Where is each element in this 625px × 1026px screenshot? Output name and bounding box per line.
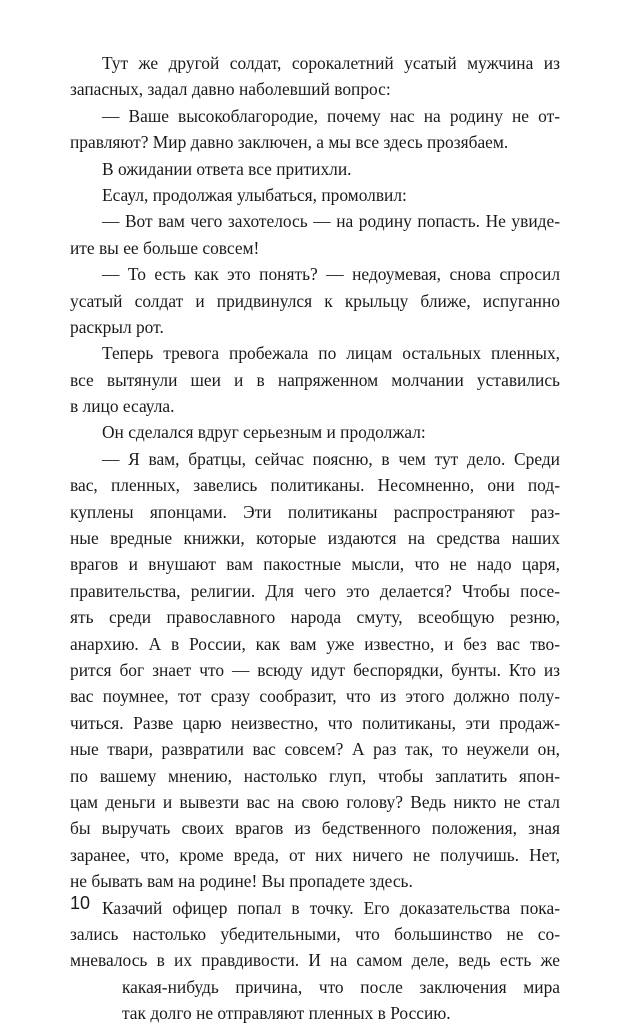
page-number: 10 bbox=[70, 893, 91, 913]
text-line: — Я вам, братцы, сейчас поясню, в чем тут дело. Среди bbox=[102, 448, 560, 469]
text-line: не бывать вам на родине! Вы пропадете здесь. bbox=[70, 871, 413, 892]
text-line: Теперь тревога пробежала по лицам остальных пленных, bbox=[102, 343, 560, 364]
text-line: ные вредные книжки, которые издаются на средства наших bbox=[70, 528, 560, 549]
body-text bbox=[70, 50, 560, 1026]
text-line: ные твари, развратили вас совсем? А раз так, то неужели он, bbox=[70, 739, 560, 760]
text-line: — Вот вам чего захотелось — на родину попасть. Не увиде- bbox=[102, 211, 560, 232]
text-line: все вытянули шеи и в напряженном молчании уставились bbox=[70, 369, 560, 390]
text-line: анархию. А в России, как вам уже известно, и без вас тво- bbox=[70, 633, 560, 654]
text-line: Он сделался вдруг серьезным и продолжал: bbox=[102, 422, 426, 443]
text-line: рится бог знает что — всюду идут беспорядки, бунты. Кто из bbox=[70, 659, 560, 680]
text-line: запасных, задал давно наболевший вопрос: bbox=[70, 79, 391, 100]
text-line: правительства, религии. Для чего это делается? Чтобы посе- bbox=[70, 580, 560, 601]
text-line: — Ваше высокоблагородие, почему нас на родину не от- bbox=[102, 105, 560, 126]
text-line: зались настолько убедительными, что большинство не со- bbox=[70, 923, 560, 944]
text-line: заранее, что, кроме вреда, от них ничего не получишь. Нет, bbox=[70, 844, 560, 865]
text-line: раскрыл рот. bbox=[70, 316, 164, 337]
text-line: усатый солдат и придвинулся к крыльцу ближе, испуганно bbox=[70, 290, 560, 311]
text-line: какая-нибудь причина, что после заключения мира bbox=[122, 976, 560, 997]
text-line: цам деньги и вывезти вас на свою голову? Ведь никто не стал bbox=[70, 791, 560, 812]
text-line: Казачий офицер попал в точку. Его доказательства пока- bbox=[102, 897, 560, 918]
text-line: вас поумнее, тот сразу сообразит, что из этого должно полу- bbox=[70, 686, 560, 707]
text-line: так долго не отправляют пленных в Россию. bbox=[122, 1003, 451, 1024]
text-line: бы выручать своих врагов из бедственного положения, зная bbox=[70, 818, 560, 839]
text-line: по вашему мнению, настолько глуп, чтобы заплатить япон- bbox=[70, 765, 560, 786]
text-line: — То есть как это понять? — недоумевая, снова спросил bbox=[102, 264, 560, 285]
text-line: читься. Разве царю неизвестно, что политиканы, эти продаж- bbox=[70, 712, 560, 733]
text-line: в лицо есаула. bbox=[70, 396, 175, 417]
text-line: ите вы ее больше совсем! bbox=[70, 237, 260, 258]
text-line: мневалось в их правдивости. И на самом деле, ведь есть же bbox=[70, 950, 560, 971]
text-line: вас, пленных, завелись политиканы. Несомненно, они под- bbox=[70, 475, 560, 496]
text-line: Тут же другой солдат, сорокалетний усатый мужчина из bbox=[102, 53, 560, 73]
text-line: ять среди православного народа смуту, всеобщую резню, bbox=[70, 607, 560, 628]
text-line: В ожидании ответа все притихли. bbox=[102, 158, 352, 179]
text-line: правляют? Мир давно заключен, а мы все здесь прозябаем. bbox=[70, 132, 509, 153]
text-line: куплены японцами. Эти политиканы распространяют раз- bbox=[70, 501, 560, 522]
text-line: врагов и внушают вам пакостные мысли, что не надо царя, bbox=[70, 554, 560, 575]
text-line: Есаул, продолжая улыбаться, промолвил: bbox=[102, 184, 407, 205]
